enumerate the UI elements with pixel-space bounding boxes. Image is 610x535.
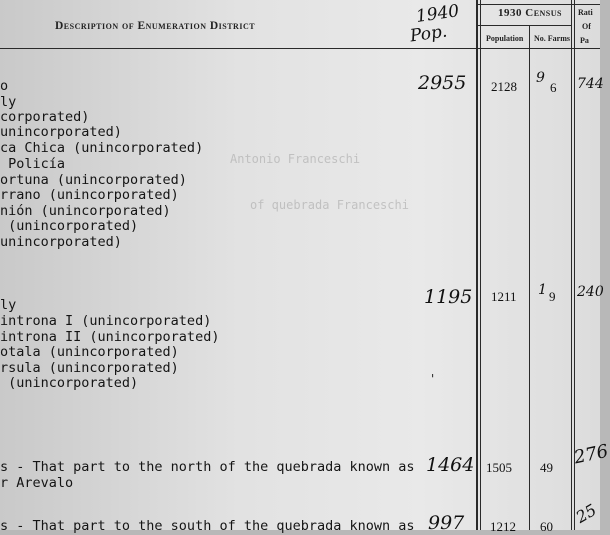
census-1930-header: 1930 Census (498, 7, 562, 19)
district-line: unincorporated) (0, 124, 122, 140)
handwritten-1940-header: 1940 (414, 1, 461, 27)
population-1930: 1212 (490, 519, 516, 534)
district-line: (unincorporated) (0, 218, 139, 234)
farms-1930: 60 (540, 519, 553, 534)
col-rule-1b (480, 0, 481, 530)
description-header: Description of Enumeration District (55, 20, 256, 32)
district-line: ly (0, 94, 17, 110)
district-line: s - That part to the south of the quebrada known as (0, 518, 415, 534)
district-line: introna II (unincorporated) (0, 329, 220, 345)
handwritten-ratio: 276 (572, 440, 610, 469)
district-line: Policía (0, 156, 66, 172)
farms-subheader: No. Farms (534, 34, 570, 43)
handwritten-pop-header: Pop. (408, 21, 449, 47)
handwritten-1940-pop: 2955 (418, 72, 467, 94)
header-top-rule (478, 4, 600, 5)
bleed-through-1: Antonio Franceschi (230, 152, 361, 166)
handwritten-1940-pop: 1195 (424, 286, 473, 308)
district-line: unincorporated) (0, 234, 122, 250)
population-subheader: Population (486, 34, 524, 43)
handwritten-ratio: 744 (577, 76, 604, 92)
district-line: ca Chica (unincorporated) (0, 140, 204, 156)
district-line: corporated) (0, 109, 90, 125)
handwritten-1940-pop: 1464 (426, 454, 475, 476)
district-line: (unincorporated) (0, 375, 139, 391)
handwritten-ratio: 240 (577, 284, 604, 300)
handwritten-1940-pop: 997 (428, 512, 465, 534)
ratio-subheader-1: Rati (578, 8, 593, 17)
district-line: o (0, 78, 9, 94)
col-rule-2 (529, 25, 530, 530)
handwritten-ratio: 25 (572, 500, 600, 527)
district-line: ortuna (unincorporated) (0, 172, 187, 188)
district-line: ly (0, 297, 17, 313)
handwritten-farms-mark: 9 (536, 70, 545, 86)
district-line: rsula (unincorporated) (0, 360, 179, 376)
district-line: r Arevalo (0, 475, 74, 491)
ratio-subheader-2: Of (582, 22, 591, 31)
population-1930: 1505 (486, 460, 512, 475)
header-bottom-rule (0, 48, 600, 49)
stray-pencil-mark: ' (431, 372, 435, 386)
farms-1930: 9 (549, 289, 556, 304)
census-underline (478, 25, 572, 26)
col-rule-1 (476, 0, 478, 530)
district-line: otala (unincorporated) (0, 344, 179, 360)
handwritten-farms-mark: 1 (538, 282, 547, 298)
farms-1930: 6 (550, 80, 557, 95)
bleed-through-2: of quebrada Franceschi (250, 198, 409, 212)
population-1930: 2128 (491, 79, 517, 94)
district-line: rrano (unincorporated) (0, 187, 179, 203)
district-line: s - That part to the north of the quebrada known as (0, 459, 415, 475)
farms-1930: 49 (540, 460, 553, 475)
district-line: introna I (unincorporated) (0, 313, 212, 329)
ratio-subheader-3: Pa (580, 36, 589, 45)
district-line: nión (unincorporated) (0, 203, 171, 219)
population-1930: 1211 (491, 289, 517, 304)
